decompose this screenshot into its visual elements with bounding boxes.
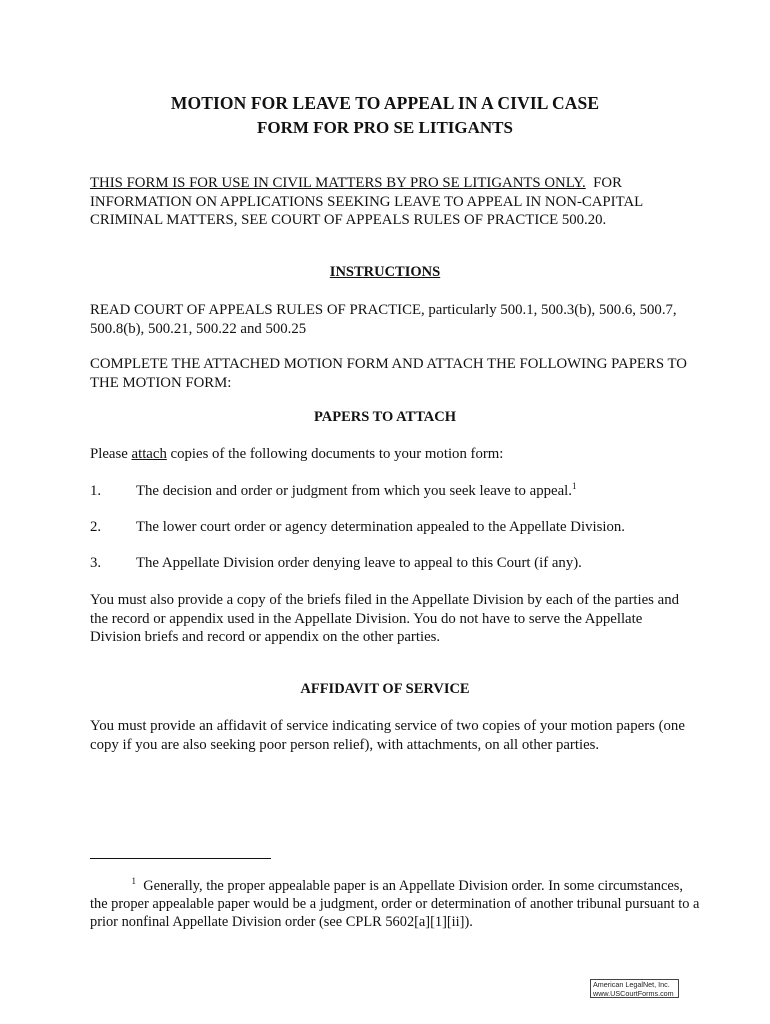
list-item-text-content: The decision and order or judgment from which you seek leave to appeal. <box>136 483 572 499</box>
footnote-mark: 1 <box>131 876 136 886</box>
instructions-rules-paragraph: READ COURT OF APPEALS RULES OF PRACTICE, particularly 500.1, 500.3(b), 500.6, 500.7, 500.8(b), 500.21, 500.22 and 500.25 <box>90 302 677 337</box>
list-item-number: 3. <box>90 555 102 571</box>
footnote-divider <box>90 858 271 859</box>
papers-heading: PAPERS TO ATTACH <box>313 409 457 425</box>
briefs-paragraph: You must also provide a copy of the briefs filed in the Appellate Division by each of the parties and the record or appendix used in the Appellate Division. You do not have to serve the Appellate Division briefs and record or appendix on the other parties. <box>90 592 680 645</box>
footnote <box>90 877 700 931</box>
instructions-complete-paragraph: COMPLETE THE ATTACHED MOTION FORM AND ATTACH THE FOLLOWING PAPERS TO THE MOTION FORM: <box>90 356 687 391</box>
affidavit-heading: AFFIDAVIT OF SERVICE <box>300 681 470 697</box>
list-item-number: 1. <box>90 483 102 499</box>
papers-lead <box>90 445 690 464</box>
intro-paragraph <box>90 174 690 230</box>
list-item-text: The lower court order or agency determination appealed to the Appellate Division. <box>136 519 625 535</box>
publisher-name: American LegalNet, Inc. <box>593 980 670 989</box>
list-item-text <box>136 482 576 501</box>
papers-lead-underlined: attach <box>131 446 167 462</box>
footnote-text: Generally, the proper appealable paper is an Appellate Division order. In some circumstances, the proper appealable paper would be a judgment, order or determination of another tribunal pursuant to a prior nonfinal Appellate Division order (see CPLR 5602[a][1][ii]). <box>90 878 700 930</box>
publisher-website: www.USCourtForms.com <box>593 988 674 998</box>
publisher-stamp <box>590 979 679 998</box>
papers-lead-text-end: copies of the following documents to your motion form: <box>166 446 504 462</box>
document-title: MOTION FOR LEAVE TO APPEAL IN A CIVIL CASE <box>170 93 600 113</box>
papers-lead-text: Please <box>90 446 132 462</box>
affidavit-paragraph: You must provide an affidavit of service indicating service of two copies of your motion papers (one copy if you are also seeking poor person relief), with attachments, on all other parties. <box>90 718 685 753</box>
intro-rest: FOR INFORMATION ON APPLICATIONS SEEKING LEAVE TO APPEAL IN NON-CAPITAL CRIMINAL MATTERS, SEE COURT OF APPEALS RULES OF PRACTICE 500.20. <box>90 175 647 228</box>
document-subtitle: FORM FOR PRO SE LITIGANTS <box>257 118 513 137</box>
intro-underlined: THIS FORM IS FOR USE IN CIVIL MATTERS BY PRO SE LITIGANTS ONLY. <box>90 175 586 191</box>
list-item-number: 2. <box>90 519 102 535</box>
list-item-text: The Appellate Division order denying leave to appeal to this Court (if any). <box>136 555 582 571</box>
footnote-reference: 1 <box>571 481 577 491</box>
instructions-heading: INSTRUCTIONS <box>329 264 441 280</box>
